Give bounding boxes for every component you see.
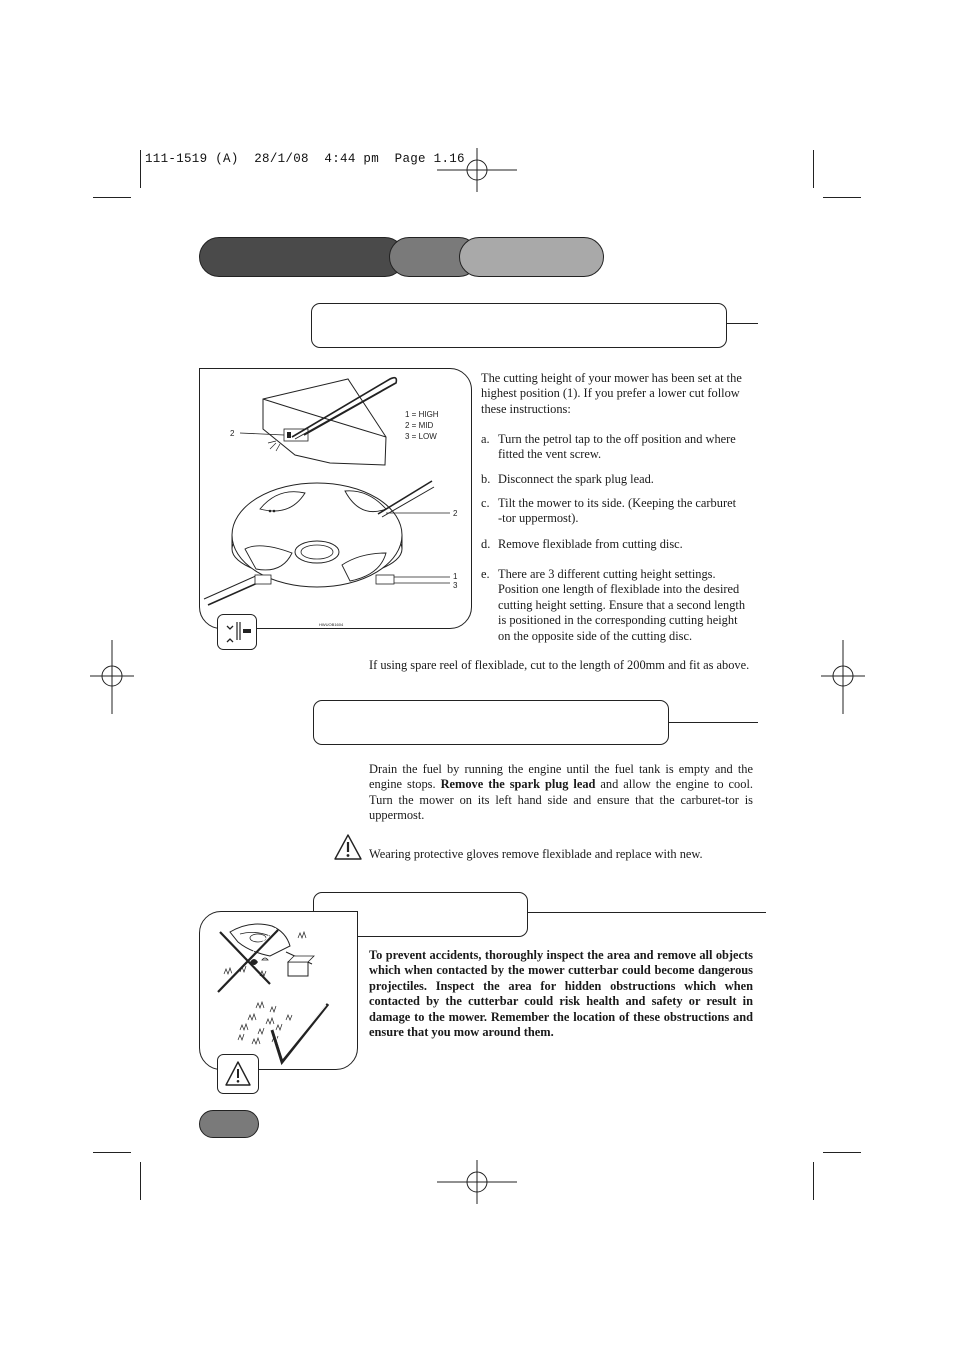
step-b bbox=[481, 472, 759, 488]
legend-high: 1 = HIGH bbox=[405, 410, 439, 419]
step-line: Disconnect the spark plug lead. bbox=[498, 472, 654, 486]
legend-mid: 2 = MID bbox=[405, 421, 434, 430]
step-line: Turn the petrol tap to the off position and where bbox=[498, 432, 736, 446]
cutting-height-diagram-panel bbox=[199, 368, 472, 629]
section-heading-box bbox=[313, 700, 669, 745]
replace-blade-bold: Remove the spark plug lead bbox=[440, 777, 596, 792]
warning-triangle-icon bbox=[217, 1054, 259, 1094]
step-marker: e. bbox=[481, 567, 490, 581]
crop-mark bbox=[140, 1162, 141, 1200]
step-line: -tor uppermost). bbox=[498, 511, 579, 526]
step-line: cutting height setting. Ensure that a second length bbox=[498, 597, 746, 612]
step-line: fitted the vent screw. bbox=[498, 447, 602, 462]
page-number-badge bbox=[199, 1110, 259, 1138]
replace-blade-text: Drain the fuel by running the engine until the fuel tank is empty and the engine stops. bbox=[369, 762, 753, 792]
crop-mark bbox=[823, 197, 861, 198]
replace-blade-paragraph bbox=[369, 762, 753, 824]
spare-reel-note: If using spare reel of flexiblade, cut to the length of 200mm and fit as above. bbox=[369, 658, 750, 672]
header-tab-light bbox=[459, 237, 604, 277]
step-line: is positioned in the corresponding cutting height bbox=[498, 613, 738, 628]
step-marker: a. bbox=[481, 432, 490, 446]
crop-mark bbox=[140, 150, 141, 188]
cutting-height-intro: The cutting height of your mower has been set at the highest position (1). If you prefer a lower cut follow these instructions: bbox=[481, 371, 742, 416]
inspection-illustration-panel bbox=[199, 911, 358, 1070]
callout-1: 1 bbox=[453, 572, 458, 581]
inspection-illustration bbox=[200, 912, 359, 1071]
diagram-code: HWUOB1604 bbox=[319, 622, 344, 627]
step-line: on the opposite side of the cutting disc. bbox=[498, 628, 693, 643]
section-rule bbox=[727, 323, 758, 324]
callout-3: 3 bbox=[453, 581, 458, 590]
section-rule bbox=[528, 912, 766, 913]
step-a bbox=[481, 432, 759, 464]
inspection-text: To prevent accidents, thoroughly inspect the area and remove all objects which when contacted by the mower cutterbar could become dangerous projectiles. Inspect the area for hidden obstructions which when contacted by the cutterbar could risk health and safety or result in damage to the mower. Remember the location of these obstructions and ensure that you mow around them. bbox=[369, 948, 753, 1040]
step-line: Position one length of flexiblade into the desired bbox=[498, 582, 740, 597]
crosshair-icon bbox=[437, 148, 517, 192]
crosshair-icon bbox=[821, 640, 865, 720]
cutting-height-icon bbox=[217, 614, 257, 650]
section-rule bbox=[669, 722, 758, 723]
gloves-warning: Wearing protective gloves remove flexiblade and replace with new. bbox=[369, 847, 703, 861]
section-heading-box bbox=[311, 303, 727, 348]
replace-blade-text: and allow the engine to cool. Turn the mower on its left hand side and ensure that the carburet-tor is uppermost. bbox=[369, 777, 753, 823]
cutting-disc-diagram bbox=[200, 369, 473, 630]
step-e bbox=[481, 567, 759, 645]
crosshair-icon bbox=[90, 640, 134, 720]
warning-triangle-icon bbox=[333, 833, 363, 861]
step-c bbox=[481, 496, 759, 528]
step-line: Tilt the mower to its side. (Keeping the carburet bbox=[498, 496, 737, 510]
crosshair-icon bbox=[437, 1160, 517, 1204]
step-marker: b. bbox=[481, 472, 491, 486]
print-header: 111-1519 (A) 28/1/08 4:44 pm Page 1.16 bbox=[145, 152, 465, 166]
step-line: There are 3 different cutting height settings. bbox=[498, 567, 716, 581]
crop-mark bbox=[823, 1152, 861, 1153]
callout-2-top: 2 bbox=[230, 429, 235, 438]
step-d bbox=[481, 537, 759, 553]
crop-mark bbox=[93, 1152, 131, 1153]
step-marker: d. bbox=[481, 537, 491, 551]
legend-low: 3 = LOW bbox=[405, 432, 437, 441]
crop-mark bbox=[813, 150, 814, 188]
crop-mark bbox=[813, 1162, 814, 1200]
step-marker: c. bbox=[481, 496, 490, 510]
step-line: Remove flexiblade from cutting disc. bbox=[498, 537, 683, 551]
callout-2-right: 2 bbox=[453, 509, 458, 518]
header-tab-dark bbox=[199, 237, 405, 277]
crop-mark bbox=[93, 197, 131, 198]
